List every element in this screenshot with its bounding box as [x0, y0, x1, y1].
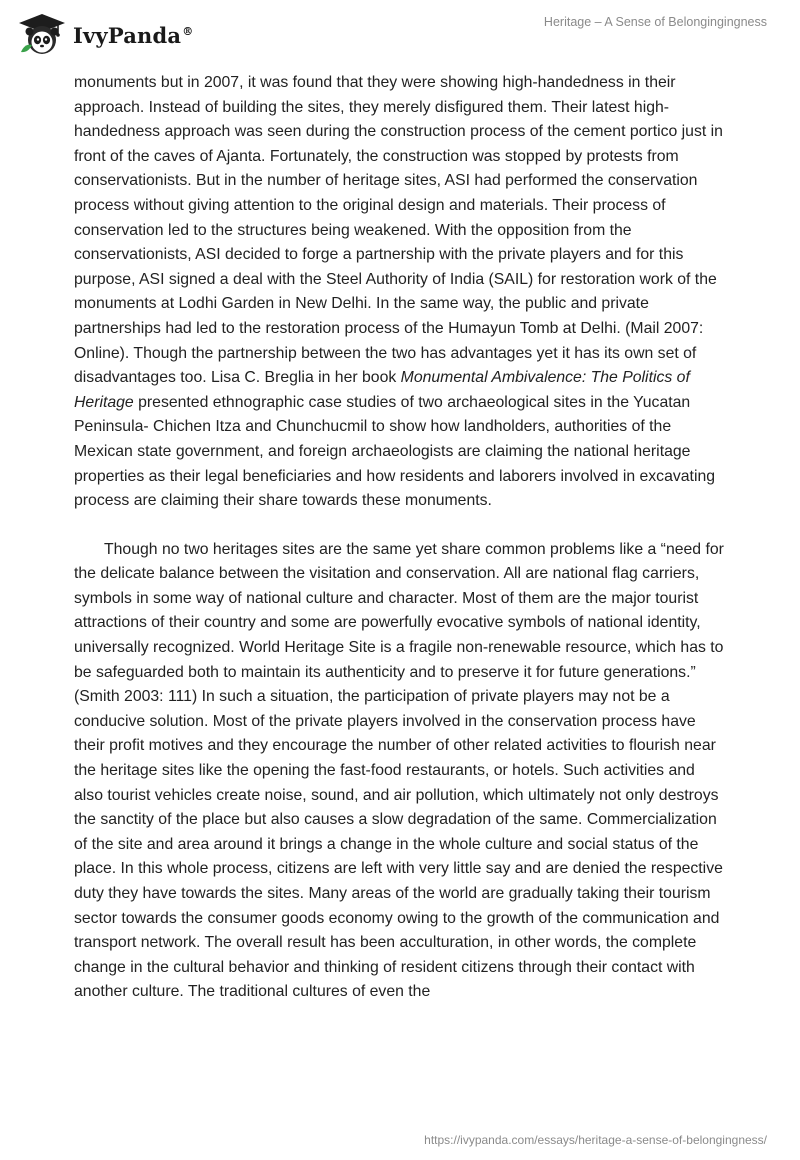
- essay-body: [74, 71, 724, 1005]
- source-url-link[interactable]: https://ivypanda.com/essays/heritage-a-sense-of-belongingness/: [424, 1133, 767, 1147]
- logo-text: IvyPanda®: [73, 22, 194, 48]
- panda-graduate-icon: [16, 12, 68, 58]
- page-header: [0, 0, 800, 70]
- ivypanda-logo[interactable]: [16, 10, 193, 60]
- paragraph: monuments but in 2007, it was found that they were showing high-handedness in their approach. Instead of building the sites, they merely disfigured them. Their latest high-handedness approach was seen during the construction process of the cement portico just in front of the caves of Ajanta. Fortunately, the construction was stopped by protests from conservationists. But in the number of heritage sites, ASI had performed the conservation process without giving attention to the original design and materials. Their process of conservation led to the structures being weakened. With the opposition from the conservationists, ASI decided to forge a partnership with the private players and for this purpose, ASI signed a deal with the Steel Authority of India (SAIL) for restoration work of the monuments at Lodhi Garden in New Delhi. In the same way, the public and private partnerships had led to the restoration process of the Humayun Tomb at Delhi. (Mail 2007: Online). Though the partnership between the two has advantages yet it has its own set of disadvantages too. Lisa C. Breglia in her book Monumental Ambivalence: The Politics of Heritage presented ethnographic case studies of two archaeological sites in the Yucatan Peninsula- Chichen Itza and Chunchucmil to show how landholders, authorities of the Mexican state government, and foreign archaeologists are claiming the national heritage properties as their legal beneficiaries and how residents and laborers involved in excavating process are claiming their share towards these monuments.: [74, 74, 723, 510]
- paragraph: Though no two heritages sites are the same yet share common problems like a “need for the delicate balance between the visitation and conservation. All are national flag carriers, symbols in some way of national culture and character. Most of them are the major tourist attractions of their country and some are powerfully evocative symbols of national identity, universally recognized. World Heritage Site is a fragile non-renewable resource, which has to be safeguarded both to maintain its authenticity and to preserve it for future generations.” (Smith 2003: 111) In such a situation, the participation of private players may not be a conducive solution. Most of the private players involved in the conservation process have their profit motives and they encourage the number of other related activities to flourish near the heritage sites like the opening the fast-food restaurants, or hotels. Such activities and also tourist vehicles create noise, sound, and air pollution, which ultimately not only destroys the sanctity of the place but also causes a slow degradation of the same. Commercialization of the site and area around it brings a change in the whole culture and social status of the place. In this whole process, citizens are left with very little say and are denied the respective duty they have towards the sites. Many areas of the world are gradually taking their tourism sector towards the consumer goods economy owing to the growth of the communication and transport network. The overall result has been acculturation, in other words, the complete change in the cultural behavior and thinking of resident citizens through their contact with another culture. The traditional cultures of even the: [74, 540, 724, 1001]
- document-title: Heritage – A Sense of Belongingingness: [543, 15, 767, 29]
- book-title: Monumental Ambivalence: The Politics of Heritage: [74, 369, 690, 411]
- registered-mark: ®: [182, 24, 194, 38]
